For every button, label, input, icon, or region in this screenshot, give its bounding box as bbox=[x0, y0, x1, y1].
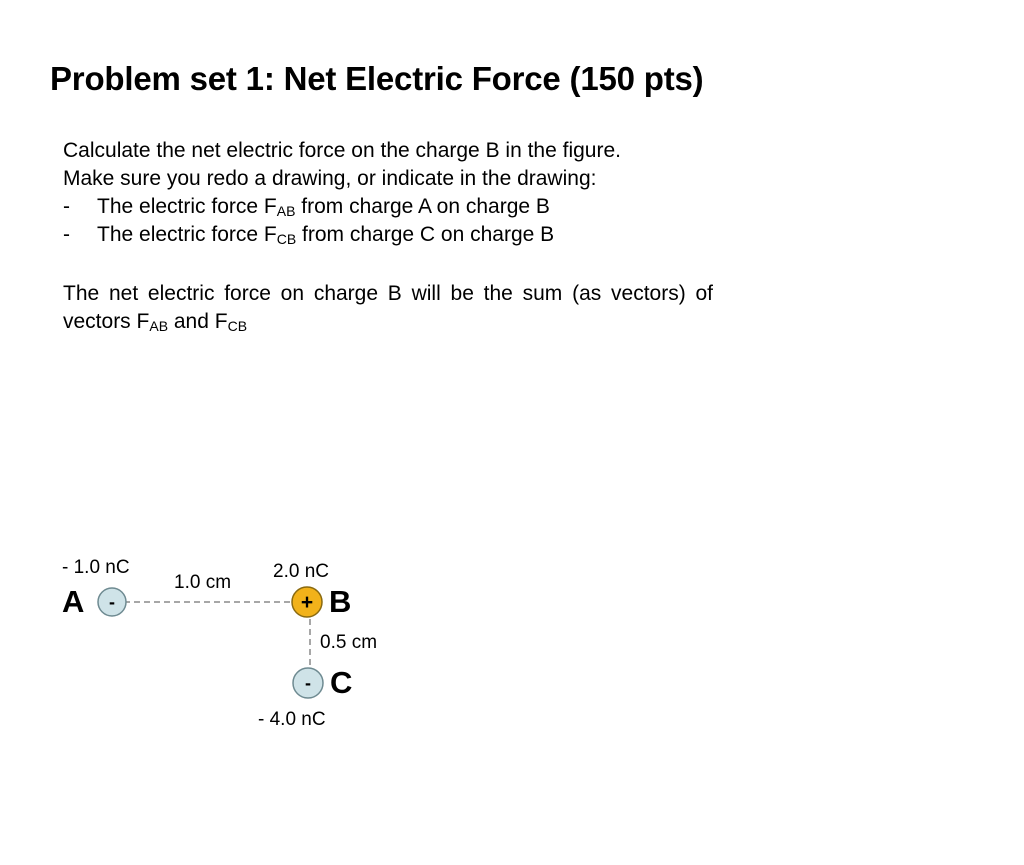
net-text-mid: and F bbox=[168, 310, 228, 333]
distance-bc-label: 0.5 cm bbox=[320, 632, 378, 653]
bullet-dash: - bbox=[63, 223, 70, 246]
subscript-ab: AB bbox=[149, 318, 169, 334]
charge-label-a: A bbox=[62, 584, 85, 619]
net-force-paragraph bbox=[63, 280, 713, 336]
list-item-fab bbox=[63, 193, 554, 221]
charge-sign-c: - bbox=[305, 673, 311, 693]
charge-value-c: - 4.0 nC bbox=[258, 709, 326, 730]
instruction-line-2: Make sure you redo a drawing, or indicate in the drawing: bbox=[63, 167, 597, 190]
net-text-prefix: The net electric force on charge B will be the sum (as vectors) of vectors F bbox=[63, 282, 713, 333]
page-title: Problem set 1: Net Electric Force (150 pts) bbox=[50, 60, 704, 97]
bullet-text-prefix: The electric force F bbox=[97, 223, 277, 246]
charge-label-c: C bbox=[330, 665, 353, 700]
bullet-text-suffix: from charge A on charge B bbox=[295, 195, 550, 218]
force-list bbox=[63, 193, 554, 249]
charge-sign-a: - bbox=[109, 592, 115, 612]
subscript-cb: CB bbox=[227, 318, 248, 334]
list-item-fcb bbox=[63, 221, 554, 249]
distance-ab-label: 1.0 cm bbox=[174, 572, 232, 593]
charge-diagram bbox=[0, 540, 460, 750]
charge-label-b: B bbox=[329, 584, 352, 619]
bullet-text-suffix: from charge C on charge B bbox=[296, 223, 555, 246]
instruction-line-1: Calculate the net electric force on the charge B in the figure. bbox=[63, 139, 621, 162]
charge-value-b: 2.0 nC bbox=[273, 561, 329, 582]
charge-sign-b: + bbox=[300, 591, 314, 614]
subscript-cb: CB bbox=[276, 231, 297, 247]
charge-value-a: - 1.0 nC bbox=[62, 557, 130, 578]
subscript-ab: AB bbox=[276, 203, 296, 219]
instructions bbox=[63, 137, 621, 193]
bullet-text-prefix: The electric force F bbox=[97, 195, 277, 218]
bullet-dash: - bbox=[63, 195, 70, 218]
